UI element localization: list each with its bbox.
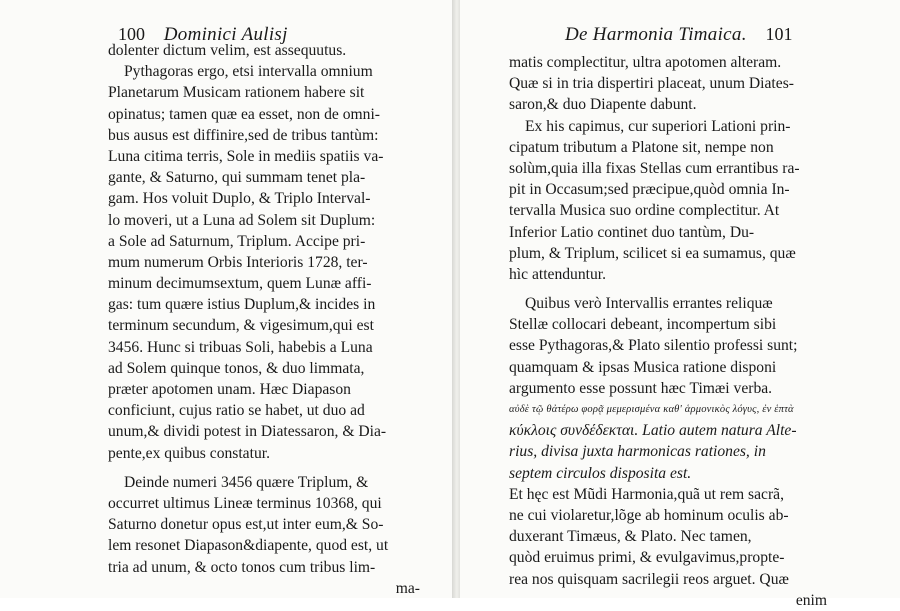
text-line: Deinde numeri 3456 quære Triplum, & xyxy=(124,473,369,491)
right-page-number: 101 xyxy=(765,24,793,44)
text-line: dolenter dictum velim, est assequutus. xyxy=(108,42,347,59)
text-line: plum, & Triplum, scilicet si ea sumamus, quæ xyxy=(509,244,796,262)
right-page-text xyxy=(509,52,827,611)
catchword: ma- xyxy=(395,579,420,597)
text-line: minum decimumsextum, quem Lunæ affi- xyxy=(108,275,372,293)
text-line: conficiunt, cujus ratio se habet, ut duo ad xyxy=(108,402,365,420)
greek-quote-line: αὐδὲ τῷ θἀτέρω φορᾷ μεμερισμένα καθ' ἁρμονικὸς λόγυς, ἐν ἑπτὰ xyxy=(509,404,794,415)
text-line: saron,& duo Diapente dabunt. xyxy=(509,96,697,114)
text-line: rea nos quisquam sacrilegii reos arguet. Quæ xyxy=(509,570,789,588)
text-line: duxerant Timæus, & Plato. Nec tamen, xyxy=(509,528,752,546)
text-line: κύκλοις συνδέδεκται. Latio autem natura Alte- xyxy=(509,422,797,440)
text-line: præter apotomen unam. Hæc Diapason xyxy=(108,381,351,398)
text-line: gas: tum quære istius Duplum,& incides in xyxy=(108,296,376,314)
text-line: septem circulos disposita est. xyxy=(509,464,692,482)
text-line: hìc attenduntur. xyxy=(509,265,607,283)
text-line: 3456. Hunc si tribuas Soli, habebis a Luna xyxy=(108,338,373,356)
text-line: occurret ultimus Lineæ terminus 10368, qui xyxy=(108,494,382,512)
text-line: matis complectitur, ultra apotomen alteram. xyxy=(509,54,782,71)
text-line: bus ausus est diffinire,sed de tribus tantùm: xyxy=(108,126,379,144)
right-running-title: De Harmonia Timaica. xyxy=(565,24,747,45)
text-line: pit in Occasum;sed præcipue,quòd omnia In- xyxy=(509,181,790,199)
book-gutter xyxy=(452,0,460,598)
text-line: Luna citima terris, Sole in mediis spatiis va- xyxy=(108,147,384,165)
text-line: Quibus verò Intervallis errantes reliquæ xyxy=(525,295,773,313)
text-line: lem resonet Diapason&diapente, quod est, ut xyxy=(108,537,389,555)
text-line: Stellæ collocari debeant, incompertum sibi xyxy=(509,316,777,334)
text-line: solùm,quia illa fixas Stellas cum errantibus ra- xyxy=(509,159,800,177)
right-page-header xyxy=(565,24,793,46)
text-line: Quæ si in tria dispertiri placeat, unum Diates- xyxy=(509,75,794,93)
text-line: lo moveri, ut a Luna ad Solem sit Duplum: xyxy=(108,211,376,229)
text-line: quamquam & ipsas Musica ratione disponi xyxy=(509,358,777,376)
text-line: Saturno donetur opus est,ut inter eum,& So- xyxy=(108,516,384,534)
text-line: rius, divisa juxta harmonicas rationes, in xyxy=(509,443,766,461)
text-line: Planetarum Musicam rationem habere sit xyxy=(108,84,365,102)
text-line: tria ad unum, & octo tonos cum tribus lim- xyxy=(108,558,376,576)
text-line: unum,& dividi potest in Diatessaron, & Dia- xyxy=(108,423,387,441)
text-line: opinatus; tamen quæ ea esset, non de omni- xyxy=(108,105,380,123)
text-line: ad Solem quinque tonos, & duo limmata, xyxy=(108,359,365,377)
text-line: mum numerum Orbis Interioris 1728, ter- xyxy=(108,253,368,271)
text-line: quòd eruimus primi, & evulgavimus,propte- xyxy=(509,549,785,567)
text-line: Et hęc est Mũdi Harmonia,quã ut rem sacrã, xyxy=(509,485,784,503)
text-line: cipatum tributum a Platone sit, nempe non xyxy=(509,138,774,156)
text-line: Pythagoras ergo, etsi intervalla omnium xyxy=(124,63,373,81)
text-line: terminum secundum, & vigesimum,qui est xyxy=(108,317,374,335)
text-line: Inferior Latio continet duo tantùm, Du- xyxy=(509,223,755,241)
text-line: a Sole ad Saturnum, Triplum. Accipe pri- xyxy=(108,232,366,250)
text-line: ne cui violaretur,lõge ab hominum oculis ab- xyxy=(509,506,789,524)
text-line: gante, & Saturno, qui summam tenet pla- xyxy=(108,169,366,187)
text-line: tervalla Musica suo ordine complectitur. At xyxy=(509,202,780,220)
left-page-number: 100 xyxy=(118,24,145,44)
text-line: esse Pythagoras,& Plato silentio professi sunt; xyxy=(509,337,798,355)
text-line: gam. Hos voluit Duplo, & Triplo Interval- xyxy=(108,190,371,208)
text-line: argumento esse possunt hæc Timæi verba. xyxy=(509,379,773,397)
left-running-title: Dominici Aulisj xyxy=(163,24,288,45)
left-page-text xyxy=(108,40,420,599)
catchword: enim xyxy=(795,591,827,609)
text-line: Ex his capimus, cur superiori Lationi prin- xyxy=(525,117,791,135)
text-line: pente,ex quibus constatur. xyxy=(108,444,270,462)
